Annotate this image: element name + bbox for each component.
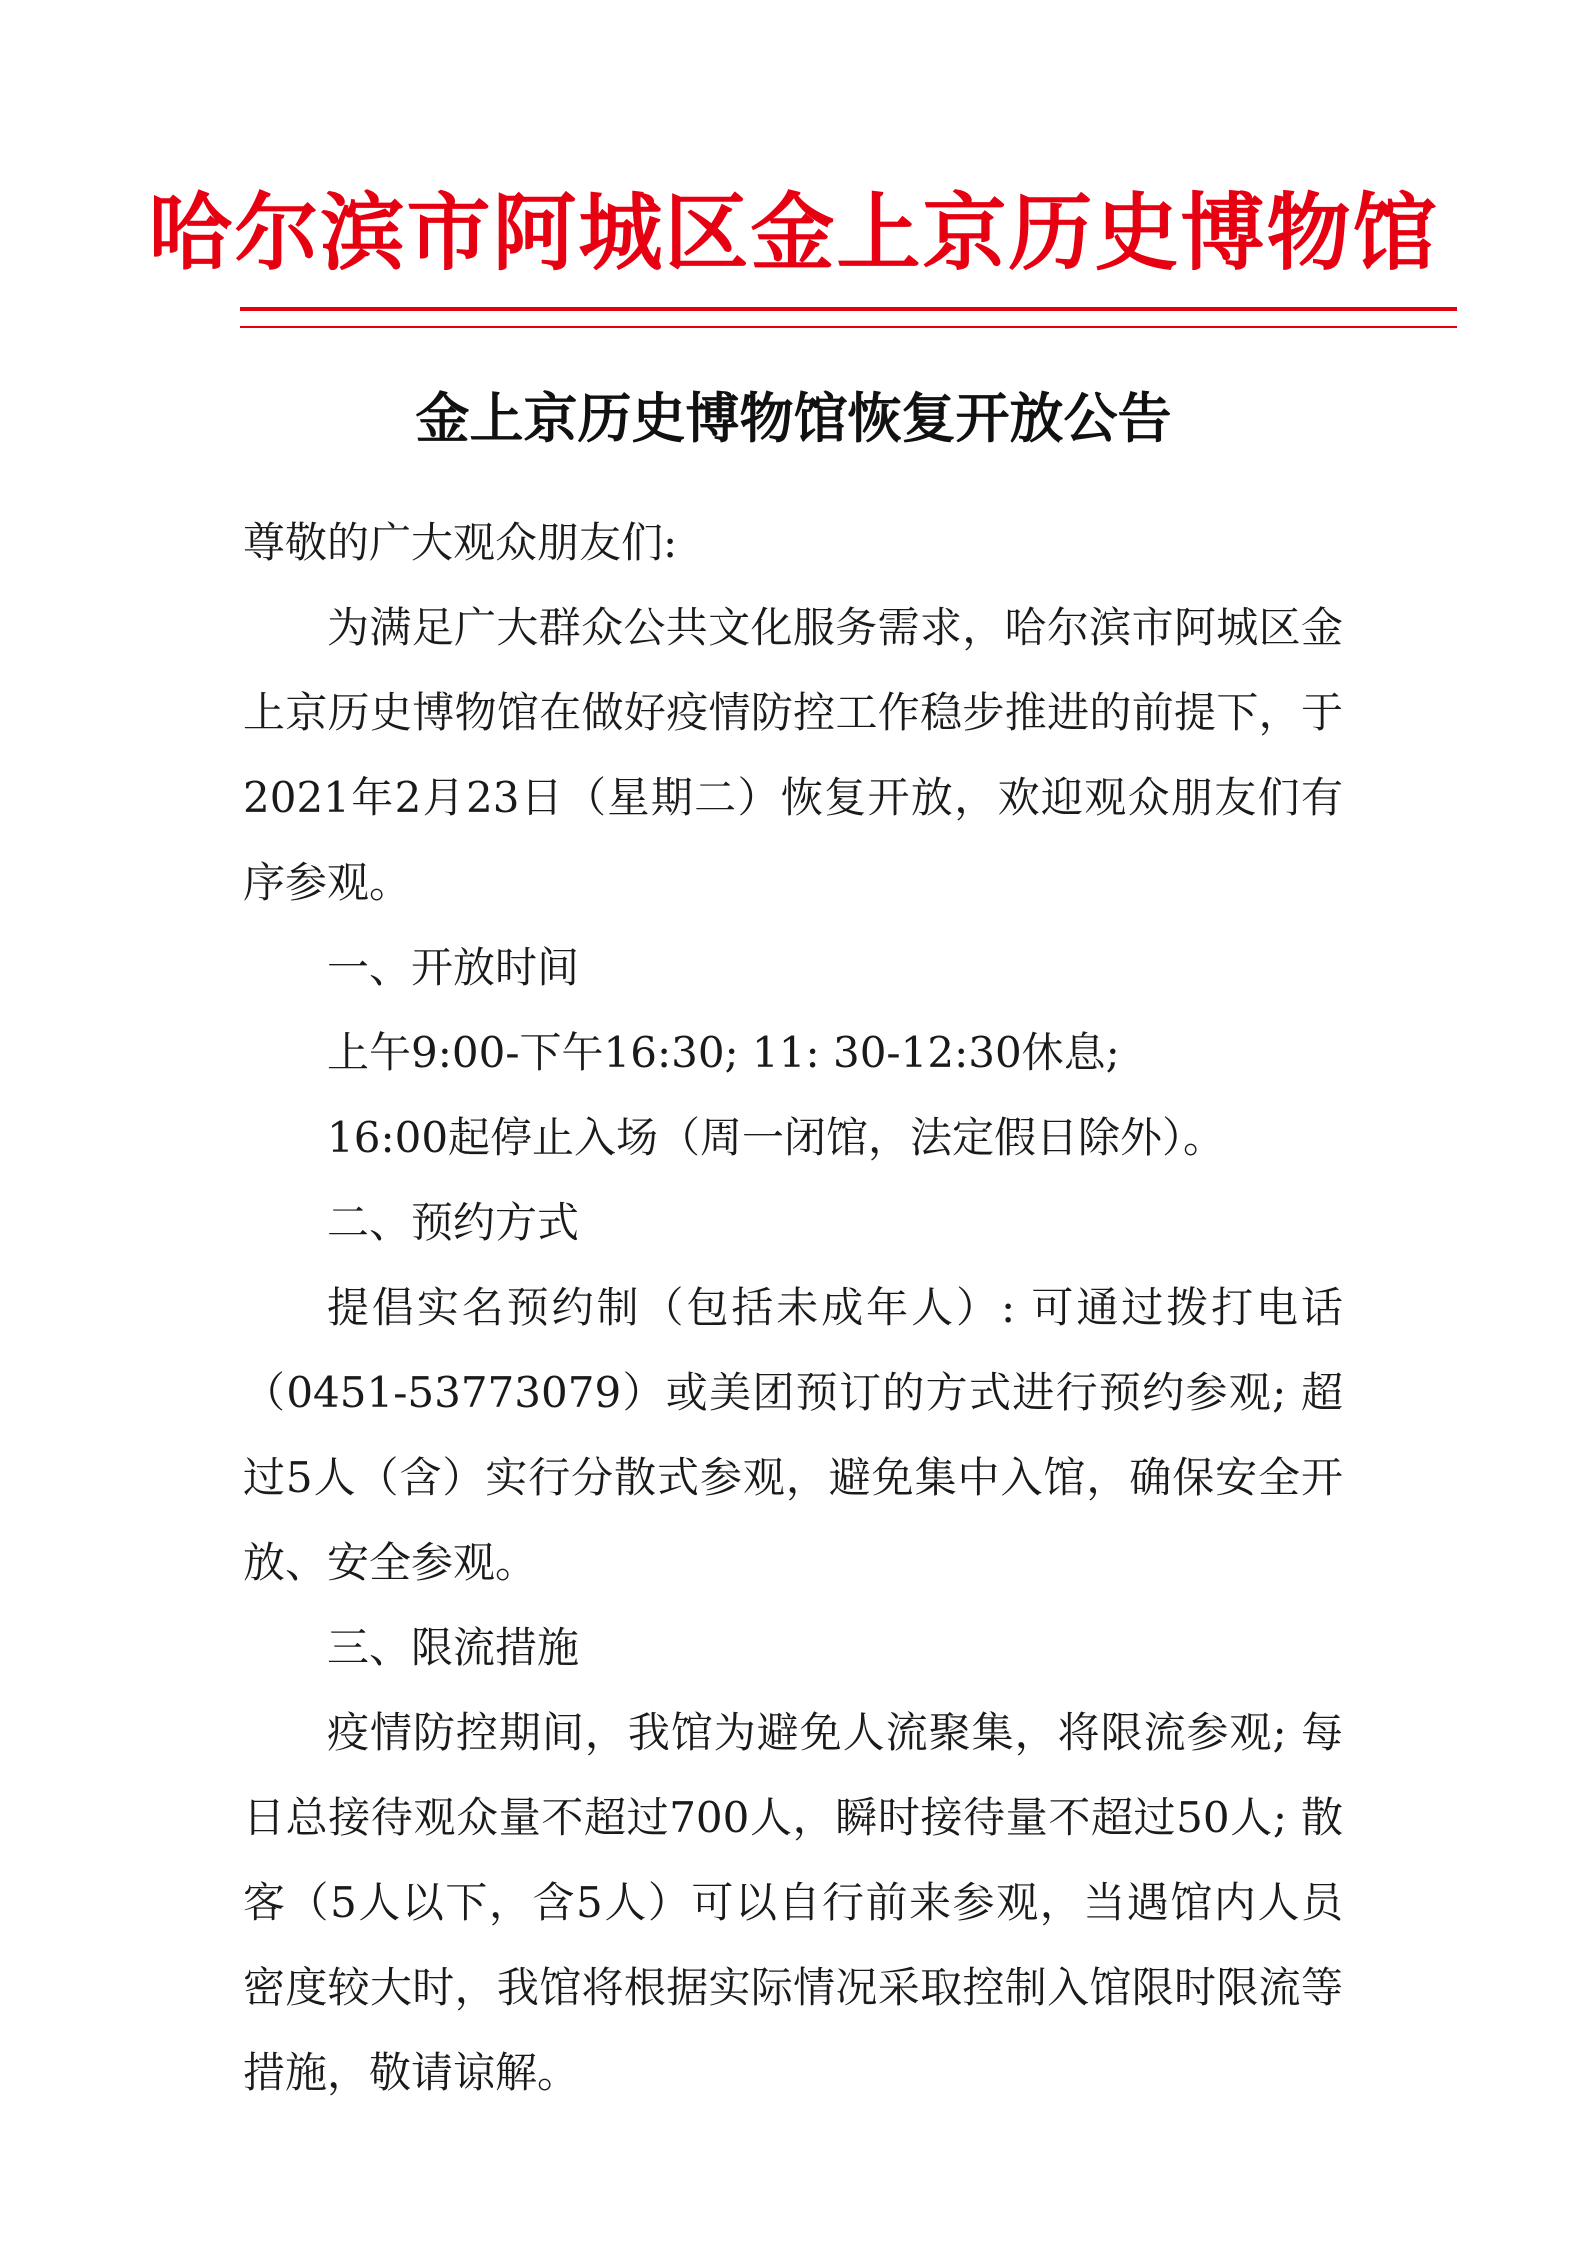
letterhead-rule-thick [240, 307, 1457, 311]
section-heading-booking: 二、预约方式 [327, 1198, 580, 1247]
section-heading-limits: 三、限流措施 [327, 1623, 580, 1672]
section-heading-hours: 一、开放时间 [327, 943, 580, 992]
hours-line-1: 上午9:00-下午16:30; 11: 30-12:30休息; [327, 1028, 1120, 1077]
notice-title: 金上京历史博物馆恢复开放公告 [415, 386, 1172, 450]
letterhead-rule-thin [240, 326, 1457, 328]
booking-paragraph: 提倡实名预约制（包括未成年人）: 可通过拨打电话（0451-53773079）或美团预订的方式进行预约参观; 超过5人（含）实行分散式参观，避免集中入馆，确保安全开放、安全参观。 [243, 1283, 1343, 1587]
hours-line-2: 16:00起停止入场（周一闭馆，法定假日除外）。 [327, 1113, 1226, 1162]
salutation: 尊敬的广大观众朋友们: [243, 518, 678, 567]
limits-paragraph: 疫情防控期间，我馆为避免人流聚集，将限流参观; 每日总接待观众量不超过700人，瞬时接待量不超过50人; 散客（5人以下，含5人）可以自行前来参观，当遇馆内人员密度较大时，我馆将根据实际情况采取控制入馆限时限流等措施，敬请谅解。 [243, 1708, 1343, 2097]
intro-paragraph: 为满足广大群众公共文化服务需求，哈尔滨市阿城区金上京历史博物馆在做好疫情防控工作稳步推进的前提下，于2021年2月23日（星期二）恢复开放，欢迎观众朋友们有序参观。 [243, 603, 1343, 907]
letterhead-org-name: 哈尔滨市阿城区金上京历史博物馆 [148, 184, 1439, 282]
